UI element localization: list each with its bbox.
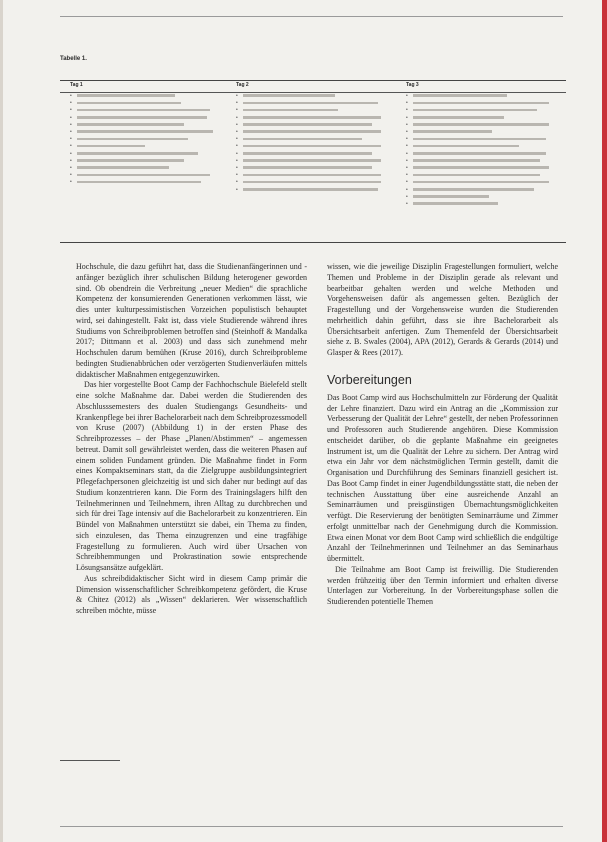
- table-column-day-2: [236, 82, 396, 194]
- table-list-item: [406, 158, 564, 165]
- table-list-item: [236, 93, 396, 100]
- illegible-text-placeholder: [243, 94, 335, 97]
- text-column-left: [76, 262, 307, 617]
- table-column-heading: Tag 2: [236, 82, 249, 88]
- illegible-text-placeholder: [413, 159, 540, 162]
- table-list-item: [406, 100, 564, 107]
- table-list-item: [406, 151, 564, 158]
- table-list-item: [406, 179, 564, 186]
- table-list-item: [236, 158, 396, 165]
- paragraph: Das hier vorgestellte Boot Camp der Fachhochschule Bielefeld stellt eine solche Maßnahme dar. Dabei werden die Studierenden des Abschlusssemesters des dualen Studiengangs Gesundheits- und Krankenpflege bei ihrer Bachelorarbeit nach dem Schreibprozessmodell von Kruse (2007) (Abbildung 1) in der ersten Phase des Schreibprozesses – der Phase „Planen/Abstimmen“ – angemessen betreut. Damit soll gewährleistet werden, dass die weiteren Phasen auf einem soliden Fundament gründen. Die Maßnahme findet in Form eines Kompaktseminars statt, da die Zielgruppe ausbildungsintegriert Pflegefachpersonen gleichzeitig ist und sich daher nur bedingt auf das Studium konzentrieren kann. Die Form des Trainingslagers hilft den Teilnehmerinnen und Teilnehmern, ihren Alltag zu durchbrechen und sich für drei Tage intensiv auf die Bachelorarbeit zu konzentrieren. Ein Bündel von Maßnahmen unterstützt sie dabei, ein Thema zu finden, sich einzulesen, das Thema einzugrenzen und eine tragfähige Fragestellung zu formulieren. Auch wird über Ursachen von Schreibhemmungen und Prokrastination sowie entsprechende Lösungsansätze aufgeklärt.: [76, 380, 308, 572]
- illegible-text-placeholder: [77, 116, 207, 119]
- table-list-item: [236, 107, 396, 114]
- paragraph: wissen, wie die jeweilige Disziplin Fragestellungen formuliert, welche Themen und Probleme in der Disziplin gerade als relevant und bearbeitbar gehalten werden und welche Methoden und Vorgehensweisen dafür als angemessen gelten. Bezüglich der Fragestellung und der Vorgehensweise wurden die Studierenden mehrheitlich dahin geführt, dass sie ihre Bachelorarbeit als Übersichtsarbeit anfertigen. Zum Themenfeld der Übersichtsarbeit siehe z. B. Swales (2004), APA (2012), Gerards & Gerards (2014) und Glasper & Rees (2017).: [327, 262, 558, 357]
- table-list-item: [70, 136, 225, 143]
- table-list-item: [70, 179, 225, 186]
- illegible-text-placeholder: [77, 94, 175, 97]
- table-list-item: [70, 100, 225, 107]
- table-list-item: [70, 129, 225, 136]
- table-caption: [60, 56, 90, 62]
- illegible-text-placeholder: [77, 138, 188, 141]
- text-column-right: [327, 262, 558, 608]
- table-list-item: [236, 100, 396, 107]
- illegible-text-placeholder: [413, 109, 537, 112]
- illegible-text-placeholder: [77, 159, 184, 162]
- illegible-text-placeholder: [413, 123, 549, 126]
- illegible-text-placeholder: [413, 102, 549, 105]
- table-rule-bottom: [60, 242, 566, 243]
- illegible-text-placeholder: [413, 166, 549, 169]
- table-list-item: [70, 93, 225, 100]
- table-list-item: [236, 151, 396, 158]
- table-list-item: [406, 129, 564, 136]
- illegible-text-placeholder: [413, 174, 540, 177]
- table-list-item: [236, 143, 396, 150]
- illegible-text-placeholder: [77, 102, 181, 105]
- illegible-text-placeholder: [413, 152, 546, 155]
- red-margin-stripe: [602, 0, 607, 842]
- table-list-item: [70, 172, 225, 179]
- table-list-item: [406, 115, 564, 122]
- table-list-item: [236, 122, 396, 129]
- table-list-item: [236, 165, 396, 172]
- table-list-item: [236, 136, 396, 143]
- illegible-text-placeholder: [77, 181, 201, 184]
- table-list-item: [406, 107, 564, 114]
- illegible-text-placeholder: [243, 138, 362, 141]
- paragraph: Hochschule, die dazu geführt hat, dass die Studienanfängerinnen und -anfänger bezüglich ihrer schulischen Bildung heterogener geworden sind. Ob obendrein die Verbreitung „neuer Medien“ die sprachliche Kompetenz der konsumierenden Generationen verkommen lässt, wie dies unter kulturpessimistischen Vorzeichen populistisch behauptet wird, sei dahingestellt. Fakt ist, dass viele Studierende während ihres Studiums von Schreibproblemen betroffen sind (Steinhoff & Mandalka 2017; Dittmann et al. 2003) und dass sich zunehmend mehr Hochschulen darum bemühen (Kruse 2016), durch Schreibprobleme bedingten Studienabbrüchen oder verzögerten Studienverläufen mittels didaktischer Maßnahmen entgegenzuwirken.: [76, 262, 307, 379]
- table-list-item: [236, 172, 396, 179]
- table-column-heading: Tag 1: [70, 82, 83, 88]
- table-1: [60, 56, 566, 244]
- illegible-text-placeholder: [243, 102, 378, 105]
- table-list-item: [70, 165, 225, 172]
- illegible-text-placeholder: [243, 188, 378, 191]
- table-list-item: [70, 143, 225, 150]
- illegible-text-placeholder: [243, 130, 381, 133]
- table-list-item: [406, 93, 564, 100]
- table-list-item: [236, 187, 396, 194]
- table-rule-top: [60, 80, 566, 81]
- illegible-text-placeholder: [413, 130, 492, 133]
- illegible-text-placeholder: [243, 145, 381, 148]
- table-list-item: [406, 187, 564, 194]
- table-list-item: [70, 107, 225, 114]
- table-list-item: [70, 115, 225, 122]
- illegible-text-placeholder: [243, 181, 381, 184]
- table-list-item: [236, 115, 396, 122]
- illegible-text-placeholder: [413, 181, 549, 184]
- table-list-item: [70, 151, 225, 158]
- table-label: Tabelle 1.: [60, 56, 87, 62]
- table-column-day-3: [406, 82, 564, 208]
- footer-rule: [60, 826, 563, 827]
- table-list-item: [236, 129, 396, 136]
- illegible-text-placeholder: [243, 152, 372, 155]
- illegible-text-placeholder: [243, 109, 338, 112]
- table-column-heading: Tag 3: [406, 82, 419, 88]
- paragraph: Die Teilnahme am Boot Camp ist freiwillig. Die Studierenden werden frühzeitig über den Termin informiert und erhalten diverse Unterlagen zur Vorbereitung. In der Vorbereitungsphase sollen die Studierenden potentielle Themen: [327, 564, 558, 606]
- illegible-text-placeholder: [77, 109, 210, 112]
- illegible-text-placeholder: [77, 152, 198, 155]
- section-heading: Vorbereitungen: [327, 372, 412, 387]
- table-list-item: [70, 122, 225, 129]
- illegible-text-placeholder: [413, 188, 534, 191]
- footnote-rule: [60, 760, 120, 761]
- table-list-item: [406, 172, 564, 179]
- table-list-item: [406, 201, 564, 208]
- illegible-text-placeholder: [413, 94, 507, 97]
- table-list-item: [236, 179, 396, 186]
- illegible-text-placeholder: [77, 145, 145, 148]
- illegible-text-placeholder: [413, 145, 519, 148]
- table-list-item: [406, 122, 564, 129]
- table-column-day-1: [70, 82, 225, 187]
- table-list-item: [406, 136, 564, 143]
- illegible-text-placeholder: [413, 138, 546, 141]
- header-rule: [60, 16, 563, 17]
- illegible-text-placeholder: [77, 174, 210, 177]
- illegible-text-placeholder: [243, 116, 381, 119]
- illegible-text-placeholder: [243, 174, 381, 177]
- illegible-text-placeholder: [77, 123, 184, 126]
- illegible-text-placeholder: [77, 130, 213, 133]
- page-edge: [0, 0, 3, 842]
- table-list-item: [406, 194, 564, 201]
- illegible-text-placeholder: [243, 123, 372, 126]
- illegible-text-placeholder: [413, 202, 498, 205]
- illegible-text-placeholder: [77, 166, 169, 169]
- illegible-text-placeholder: [243, 166, 372, 169]
- illegible-text-placeholder: [243, 159, 381, 162]
- table-list-item: [406, 165, 564, 172]
- illegible-text-placeholder: [413, 195, 489, 198]
- paragraph: Das Boot Camp wird aus Hochschulmitteln zur Förderung der Qualität der Lehre finanziert. Dazu wird ein Antrag an die „Kommission zur Verbesserung der Qualität der Lehre“ gestellt, der neben Professorinnen und Professoren auch Studierende angehören. Diese Kommission entscheidet darüber, ob die geplante Maßnahme ein geeignetes Instrument ist, um die Qualität der Lehre zu sichern. Der Antrag wird etwa ein Jahr vor dem nächstmöglichen Termin gestellt, damit die Organisation und Durchführung des Seminars finanziell gesichert ist. Das Boot Camp findet in einer Jugendbildungsstätte statt, die neben der technischen Ausstattung über eine ausreichende Anzahl an Seminarräumen und preisgünstigen Übernachtungsmöglichkeiten verfügt. Die Reservierung der benötigten Seminarräume und Zimmer erfolgt unmittelbar nach der Genehmigung durch die Kommission. Etwa einen Monat vor dem Boot Camp wird schließlich die endgültige Anzahl der Teilnehmerinnen und Teilnehmer an das Seminarhaus übermittelt.: [327, 392, 558, 563]
- table-list-item: [406, 143, 564, 150]
- table-list-item: [70, 158, 225, 165]
- illegible-text-placeholder: [413, 116, 504, 119]
- paragraph: Aus schreibdidaktischer Sicht wird in diesem Camp primär die Dimension wissenschaftlicher Schreibkompetenz gefördert, die Kruse & Chitez (2012) als „Wissen“ deklarieren. Wer wissenschaftlich schreiben möchte, müsse: [76, 573, 307, 615]
